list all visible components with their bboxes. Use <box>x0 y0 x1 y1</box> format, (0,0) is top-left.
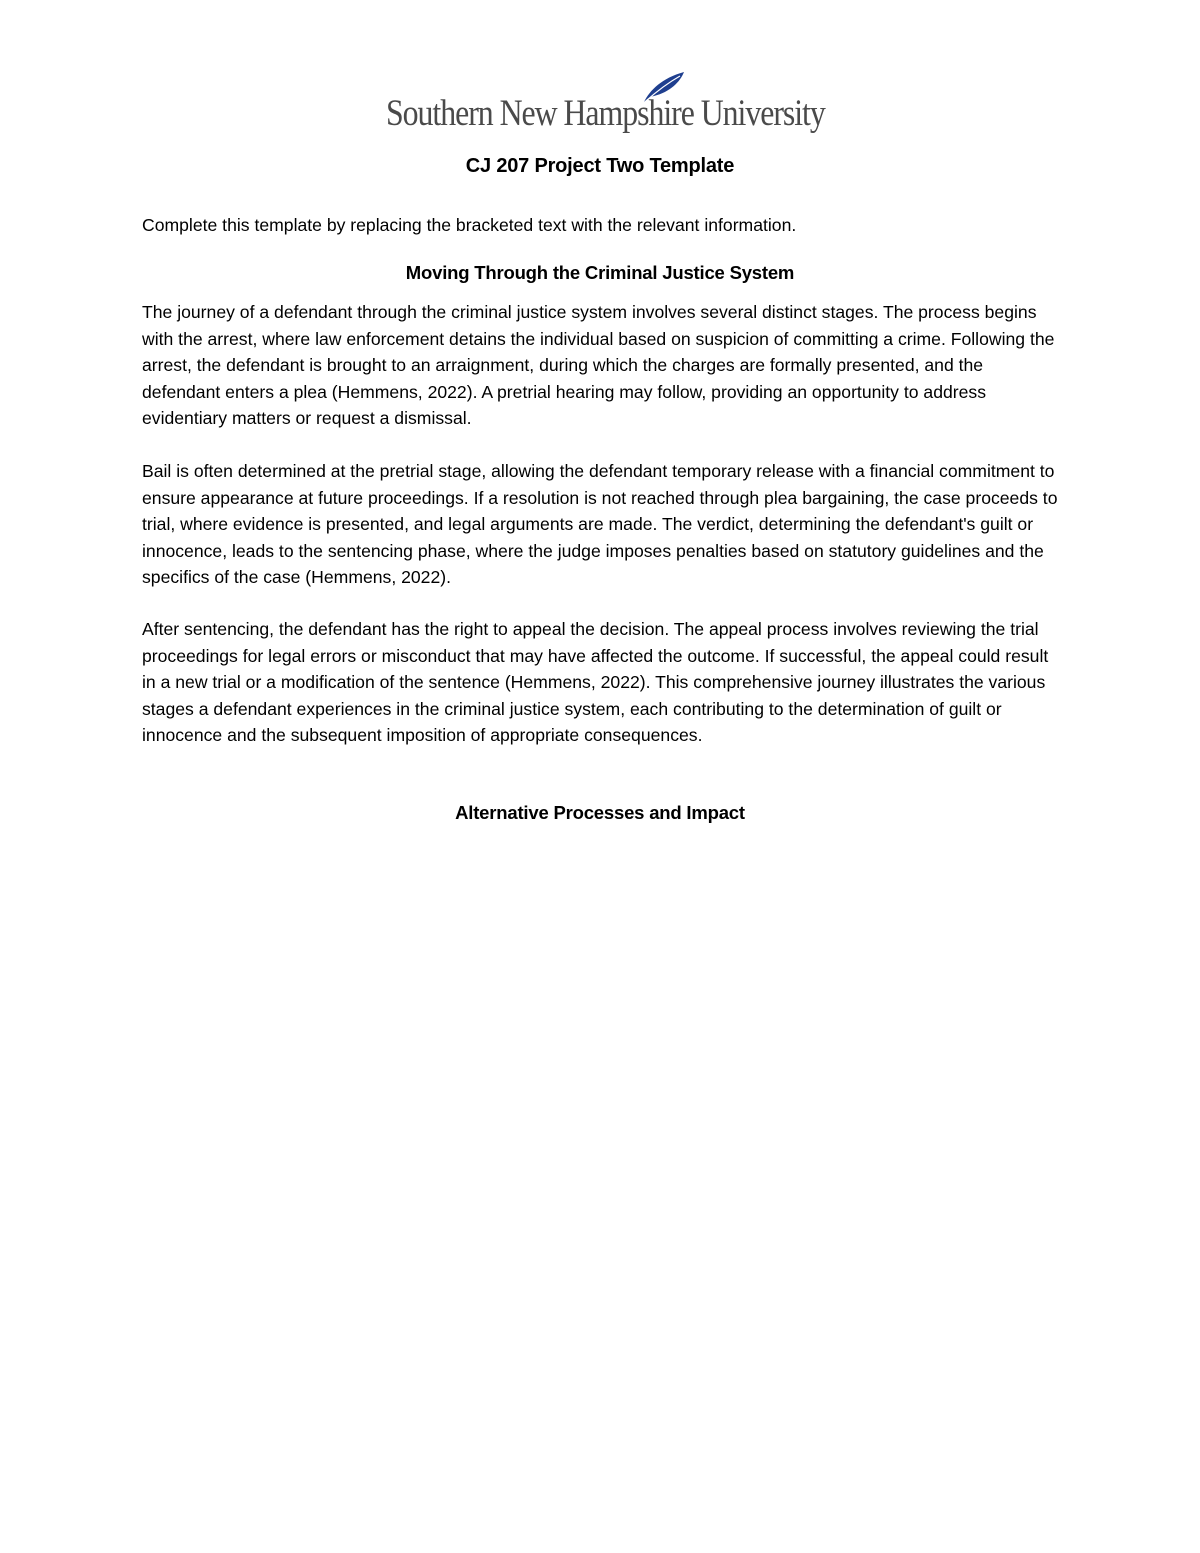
section-heading-alternative-processes: Alternative Processes and Impact <box>455 802 745 823</box>
instructions-text: Complete this template by replacing the bracketed text with the relevant information. <box>142 215 797 235</box>
paragraph-arrest-process: The journey of a defendant through the criminal justice system involves several distinct stages. The process begins with the arrest, where law enforcement detains the individual based on suspicion of committing a crime. Following the arrest, the defendant is brought to an arraignment, during which the charges are formally presented, and the defendant enters a plea (Hemmens, 2022). A pretrial hearing may follow, providing an opportunity to address evidentiary matters or request a dismissal. <box>142 302 1055 428</box>
logo-wordmark: Southern New Hampshire University <box>386 93 825 134</box>
university-logo <box>386 70 825 136</box>
paragraph-bail-trial: Bail is often determined at the pretrial stage, allowing the defendant temporary release with a financial commitment to ensure appearance at future proceedings. If a resolution is not reached through plea bargaining, the case proceeds to trial, where evidence is presented, and legal arguments are made. The verdict, determining the defendant's guilt or innocence, leads to the sentencing phase, where the judge imposes penalties based on statutory guidelines and the specifics of the case (Hemmens, 2022). <box>142 461 1058 587</box>
document-title: CJ 207 Project Two Template <box>465 155 735 177</box>
section-heading-criminal-justice: Moving Through the Criminal Justice System <box>405 262 795 283</box>
paragraph-appeal: After sentencing, the defendant has the right to appeal the decision. The appeal process involves reviewing the trial proceedings for legal errors or misconduct that may have affected the outcome. If successful, the appeal could result in a new trial or a modification of the sentence (Hemmens, 2022). This comprehensive journey illustrates the various stages a defendant experiences in the criminal justice system, each contributing to the determination of guilt or innocence and the subsequent imposition of appropriate consequences. <box>142 619 1049 745</box>
